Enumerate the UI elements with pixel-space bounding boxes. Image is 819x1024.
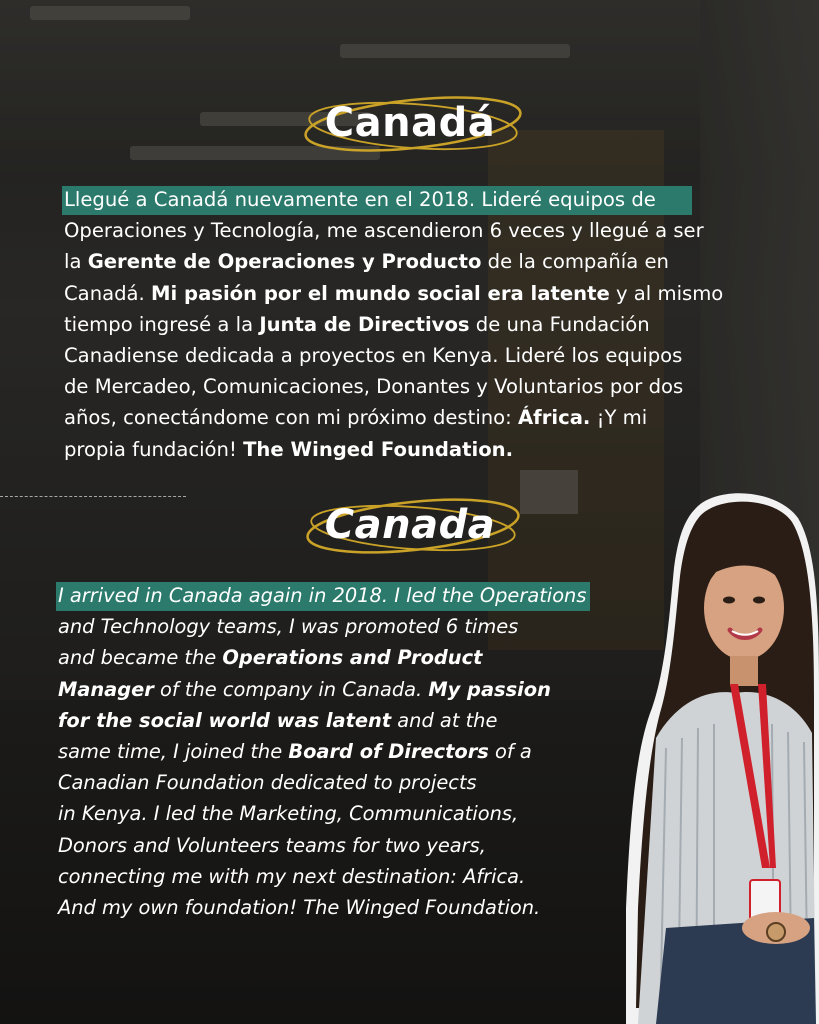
paragraph-line: and Technology teams, I was promoted 6 times [58,615,519,639]
paragraph-line: in Kenya. I led the Marketing, Communications, [58,802,519,826]
paragraph-line: for the social world was latent and at the [58,708,498,732]
title-english: Canada [324,502,496,548]
paragraph-english [58,580,678,923]
paragraph-line: and became the Operations and Product [58,646,483,670]
paragraph-line: tiempo ingresé a la Junta de Directivos de una Fundación [64,312,650,336]
paragraph-line [58,580,678,611]
paragraph-line: la Gerente de Operaciones y Producto de la compañía en [64,250,669,274]
paragraph-line: propia fundación! The Winged Foundation. [64,437,514,461]
paragraph-line: Canadian Foundation dedicated to projects [58,771,477,795]
paragraph-line: Canadiense dedicada a proyectos en Kenya. Lideré los equipos [64,344,683,368]
paragraph-line: de Mercadeo, Comunicaciones, Donantes y Voluntarios por dos [64,375,684,399]
paragraph-line: Donors and Volunteers teams for two years, [58,833,486,857]
paragraph-line [64,184,804,215]
paragraph-line: años, conectándome con mi próximo destino: África. ¡Y mi [64,406,648,430]
paragraph-line: connecting me with my next destination: Africa. [58,864,526,888]
dashed-divider [0,496,186,497]
paragraph-line: And my own foundation! The Winged Foundation. [58,896,541,920]
paragraph-line: Manager of the company in Canada. My passion [58,677,551,701]
title-spanish: Canadá [324,100,496,146]
paragraph-spanish [64,184,804,465]
paragraph-line: same time, I joined the Board of Directors of a [58,740,532,764]
paragraph-line: Canadá. Mi pasión por el mundo social era latente y al mismo [64,281,724,305]
person-photo [626,488,819,1024]
highlighted-text: Llegué a Canadá nuevamente en el 2018. Lideré equipos de [62,186,692,215]
highlighted-text: I arrived in Canada again in 2018. I led the Operations [56,582,590,611]
paragraph-line: Operaciones y Tecnología, me ascendieron 6 veces y llegué a ser [64,219,704,243]
